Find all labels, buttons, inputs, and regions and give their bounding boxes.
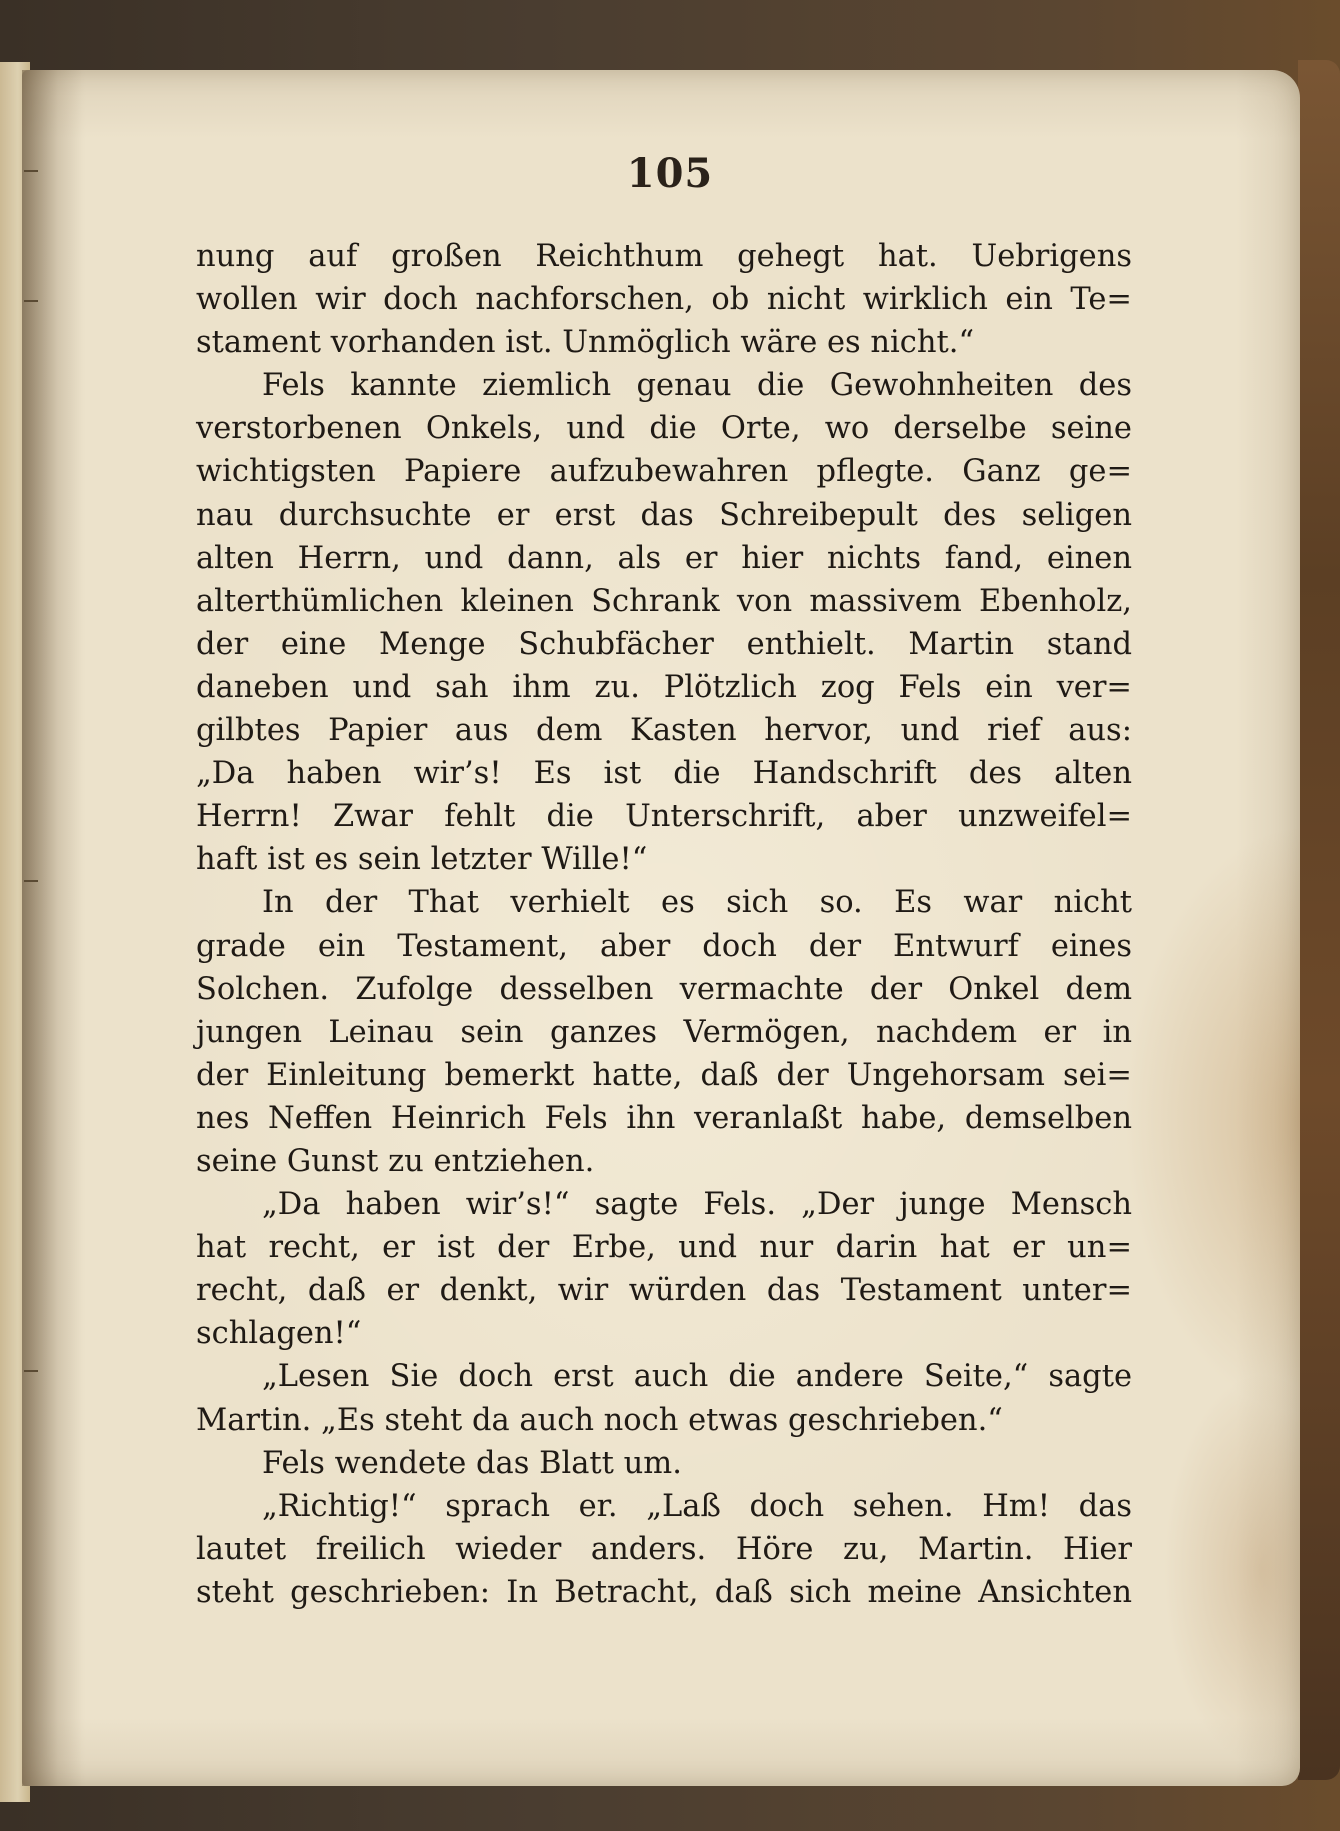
text-line: nau durchsuchte er erst das Schreibepult des seligen [196, 497, 1132, 533]
text-line: steht geschrieben: In Betracht, daß sich meine Ansichten [196, 1574, 1132, 1610]
text-line: alterthümlichen kleinen Schrank von massivem Ebenholz, [196, 583, 1132, 619]
text-line: lautet freilich wieder anders. Höre zu, Martin. Hier [196, 1531, 1132, 1567]
text-line: grade ein Testament, aber doch der Entwurf eines [196, 928, 1132, 964]
text-line: Solchen. Zufolge desselben vermachte der Onkel dem [196, 971, 1132, 1007]
text-line: der eine Menge Schubfächer enthielt. Martin stand [196, 626, 1132, 662]
text-line: stament vorhanden ist. Unmöglich wäre es nicht.“ [196, 325, 975, 361]
text-line: nes Neffen Heinrich Fels ihn veranlaßt habe, demselben [196, 1100, 1132, 1136]
binding-stitch [24, 880, 38, 882]
text-line: jungen Leinau sein ganzes Vermögen, nachdem er in [196, 1014, 1132, 1050]
text-line: nung auf großen Reichthum gehegt hat. Uebrigens [196, 239, 1132, 274]
page-body [196, 235, 1132, 1614]
text-line: wichtigsten Papiere aufzubewahren pflegte. Ganz ge= [196, 454, 1132, 490]
text-line: Fels wendete das Blatt um. [262, 1445, 682, 1481]
text-line: alten Herrn, und dann, als er hier nichts fand, einen [196, 540, 1132, 576]
text-line: Fels kannte ziemlich genau die Gewohnheiten des [262, 368, 1132, 404]
text-line: wollen wir doch nachforschen, ob nicht wirklich ein Te= [196, 282, 1132, 318]
text-line: der Einleitung bemerkt hatte, daß der Ungehorsam sei= [196, 1057, 1132, 1093]
binding-stitch [24, 300, 38, 302]
text-line: daneben und sah ihm zu. Plötzlich zog Fels ein ver= [196, 669, 1132, 705]
text-line: seine Gunst zu entziehen. [196, 1143, 595, 1179]
text-line: In der That verhielt es sich so. Es war nicht [262, 885, 1132, 921]
text-line: Herrn! Zwar fehlt die Unterschrift, aber unzweifel= [196, 799, 1132, 835]
binding-stitch [24, 1370, 38, 1372]
text-line: verstorbenen Onkels, und die Orte, wo derselbe seine [196, 411, 1132, 447]
text-line: „Lesen Sie doch erst auch die andere Seite,“ sagte [262, 1359, 1132, 1395]
text-line: „Da haben wir’s! Es ist die Handschrift des alten [196, 756, 1132, 792]
page-number: 105 [626, 150, 714, 197]
text-line: „Da haben wir’s!“ sagte Fels. „Der junge Mensch [262, 1187, 1132, 1223]
page-gutter [22, 70, 82, 1786]
text-line: recht, daß er denkt, wir würden das Testament unter= [196, 1273, 1132, 1309]
text-line: Martin. „Es steht da auch noch etwas geschrieben.“ [196, 1402, 1003, 1438]
cover-edge [1298, 60, 1340, 1780]
text-line: haft ist es sein letzter Wille!“ [196, 842, 648, 878]
text-line: schlagen!“ [196, 1316, 362, 1352]
text-line: gilbtes Papier aus dem Kasten hervor, und rief aus: [196, 713, 1132, 749]
text-line: „Richtig!“ sprach er. „Laß doch sehen. Hm! das [262, 1488, 1132, 1524]
text-line: hat recht, er ist der Erbe, und nur darin hat er un= [196, 1230, 1132, 1266]
